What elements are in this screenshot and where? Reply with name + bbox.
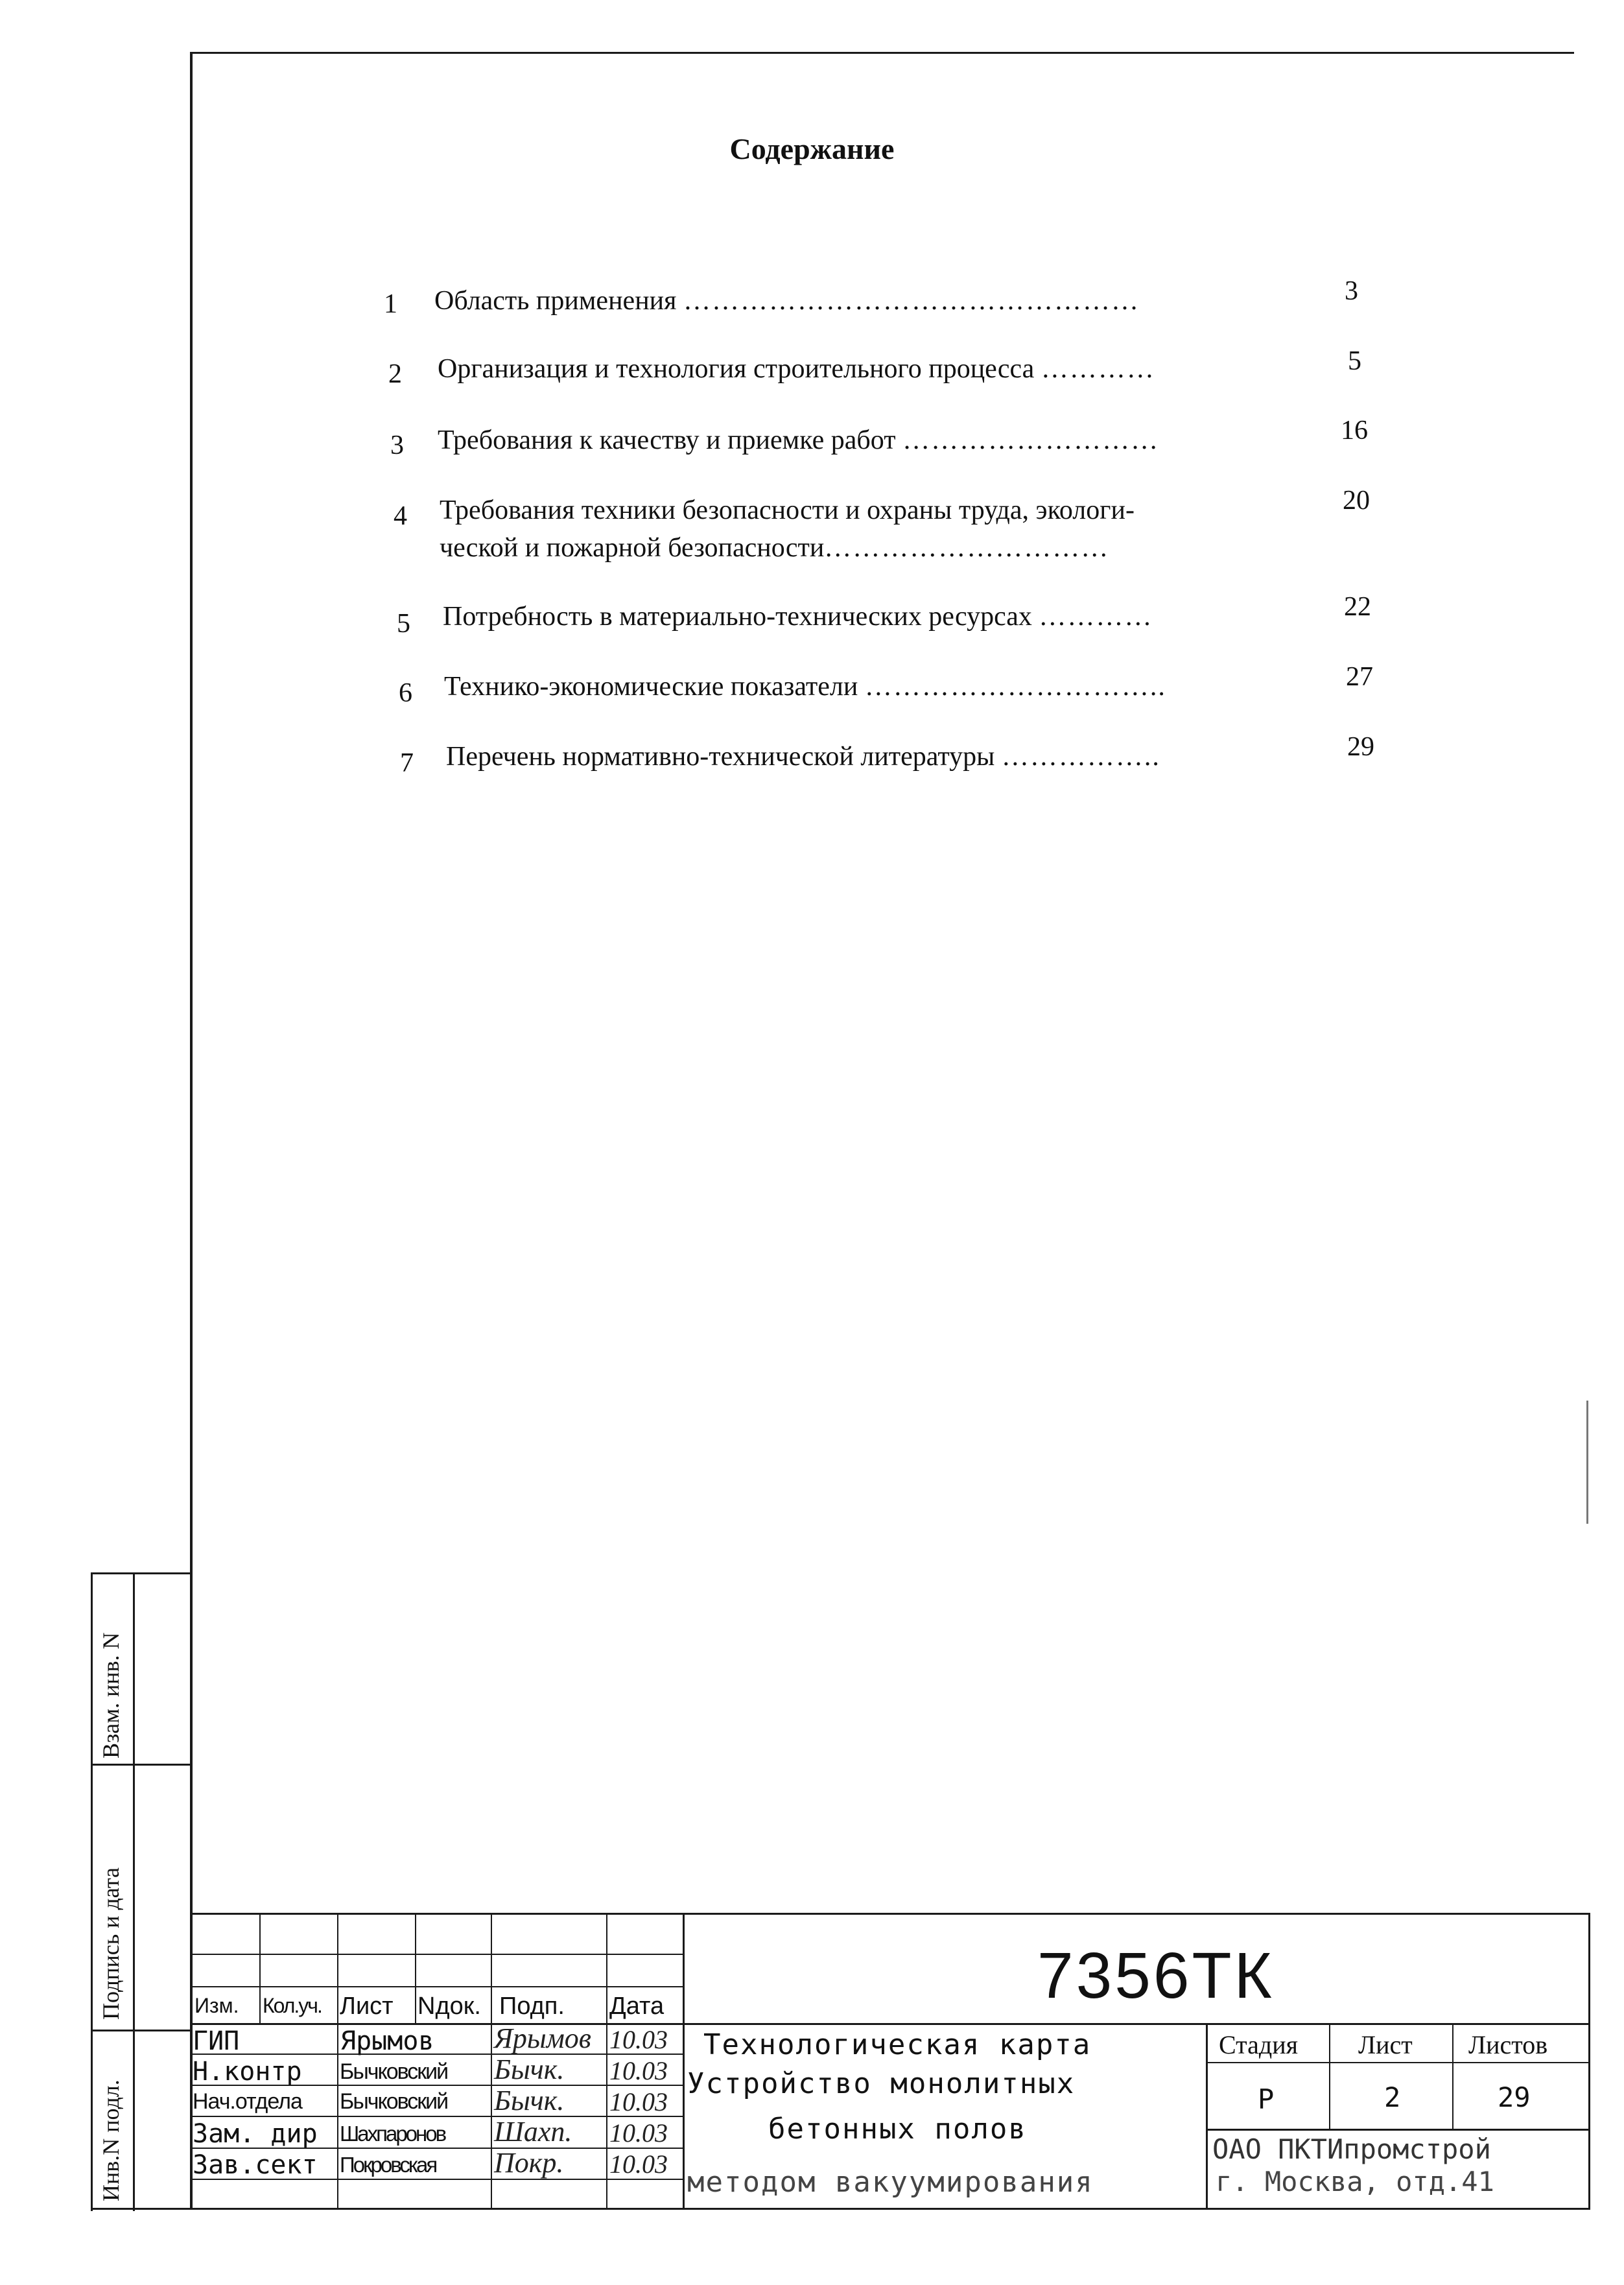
grid-line [190, 1954, 684, 1955]
grid-line [337, 1913, 338, 2210]
role-label: Зам. дир [193, 2119, 318, 2149]
person-name: Покровская [340, 2153, 436, 2177]
signature: Бычк. [494, 2085, 565, 2116]
grid-line [491, 1913, 492, 2210]
grid-line [190, 2023, 1590, 2025]
stage-label: Стадия [1219, 2030, 1299, 2059]
sheet-label: Лист [1358, 2030, 1413, 2059]
grid-line [415, 1913, 416, 2023]
header-izm: Изм. [194, 1994, 239, 2017]
toc-page: 27 [1346, 662, 1373, 692]
toc-page: 16 [1341, 416, 1368, 445]
header-kolych: Кол.уч. [263, 1994, 322, 2017]
document-code: 7356ТК [1037, 1939, 1275, 2012]
signature: Покр. [494, 2147, 564, 2179]
side-stamp-line [91, 1572, 191, 1574]
person-name: Шахпаронов [340, 2122, 445, 2146]
frame-top [190, 52, 1574, 54]
grid-line [1452, 2023, 1453, 2130]
role-label: ГИП [193, 2026, 240, 2056]
toc-entry[interactable]: Потребность в материально-технических ресурсах ………… [443, 602, 1153, 632]
grid-line [606, 1913, 607, 2210]
title-block-right [1588, 1913, 1590, 2210]
toc-number: 4 [394, 501, 407, 531]
role-label: Н.контр [193, 2057, 302, 2087]
header-podp: Подп. [499, 1993, 565, 2020]
side-stamp-border [91, 1572, 93, 2211]
doc-title-line: бетонных полов [768, 2113, 1027, 2146]
sheets-label: Листов [1468, 2030, 1548, 2059]
signature: Бычк. [494, 2054, 565, 2085]
page-title: Содержание [729, 132, 895, 165]
toc-page: 22 [1344, 592, 1371, 622]
toc-entry[interactable]: Перечень нормативно-технической литературы …………….. [446, 742, 1160, 772]
toc-page: 3 [1345, 276, 1358, 306]
toc-page: 20 [1343, 486, 1370, 515]
toc-entry[interactable]: Требования к качеству и приемке работ ……………………… [438, 425, 1160, 455]
sheet-value: 2 [1384, 2081, 1401, 2113]
toc-entry[interactable]: Требования техники безопасности и охраны труда, экологи- ческой и пожарной безопасности………………………… [440, 495, 1135, 563]
organization-name: ОАО ПКТИпромстрой [1212, 2133, 1491, 2165]
person-name: Бычковский [340, 2059, 448, 2084]
sign-date: 10.03 [609, 2118, 668, 2148]
toc-number: 5 [397, 609, 410, 639]
doc-title-line: методом вакуумирования [687, 2166, 1094, 2199]
toc-number: 6 [399, 678, 412, 708]
toc-page: 5 [1348, 346, 1361, 376]
organization-location: г. Москва, отд.41 [1216, 2166, 1494, 2197]
vzam-inv-label: Взам. инв. N [98, 1632, 124, 1758]
toc-entry[interactable]: Организация и технология строительного процесса ………… [438, 354, 1155, 384]
inv-podl-label: Инв.N подл. [98, 2079, 124, 2201]
grid-line [1206, 2023, 1208, 2210]
sign-date: 10.03 [609, 2149, 668, 2179]
role-label: Зав.сект [193, 2150, 318, 2180]
toc-entry[interactable]: Область применения ………………………………………… [434, 286, 1140, 316]
podpis-data-label: Подпись и дата [98, 1867, 124, 2020]
header-ndok: Nдок. [418, 1993, 481, 2020]
toc-entry[interactable]: Технико-экономические показатели ………………………….. [444, 672, 1166, 702]
person-name: Ярымов [340, 2026, 434, 2056]
signature: Шахп. [494, 2116, 572, 2148]
person-name: Бычковский [340, 2089, 448, 2114]
sign-date: 10.03 [609, 2087, 668, 2116]
header-data: Дата [609, 1993, 665, 2020]
toc-number: 3 [390, 431, 404, 460]
grid-line [1329, 2023, 1330, 2130]
grid-line [1206, 2062, 1590, 2063]
side-stamp-line [91, 2208, 191, 2210]
title-block-bottom [190, 2208, 1590, 2210]
sign-date: 10.03 [609, 2025, 668, 2054]
toc-page: 29 [1347, 732, 1374, 762]
signature: Ярымов [494, 2022, 591, 2054]
title-block-divider [683, 1913, 685, 2210]
grid-line [1206, 2129, 1590, 2131]
side-stamp-line [91, 1764, 191, 1766]
side-stamp-divider [133, 1572, 135, 2211]
stage-value: Р [1258, 2083, 1275, 2115]
toc-number: 7 [400, 748, 414, 778]
toc-number: 2 [388, 359, 402, 389]
sign-date: 10.03 [609, 2056, 668, 2085]
side-stamp-line [91, 2030, 191, 2031]
grid-line [259, 1913, 261, 2023]
doc-title-line: Устройство монолитных [687, 2067, 1076, 2100]
header-list: Лист [340, 1993, 394, 2020]
toc-number: 1 [384, 289, 397, 319]
scan-edge-mark [1586, 1401, 1588, 1524]
doc-title-line: Технологическая карта [703, 2028, 1092, 2061]
sheets-value: 29 [1498, 2081, 1531, 2113]
role-label: Нач.отдела [193, 2089, 302, 2114]
title-block-top [190, 1913, 1590, 1915]
grid-line [190, 1986, 684, 1987]
